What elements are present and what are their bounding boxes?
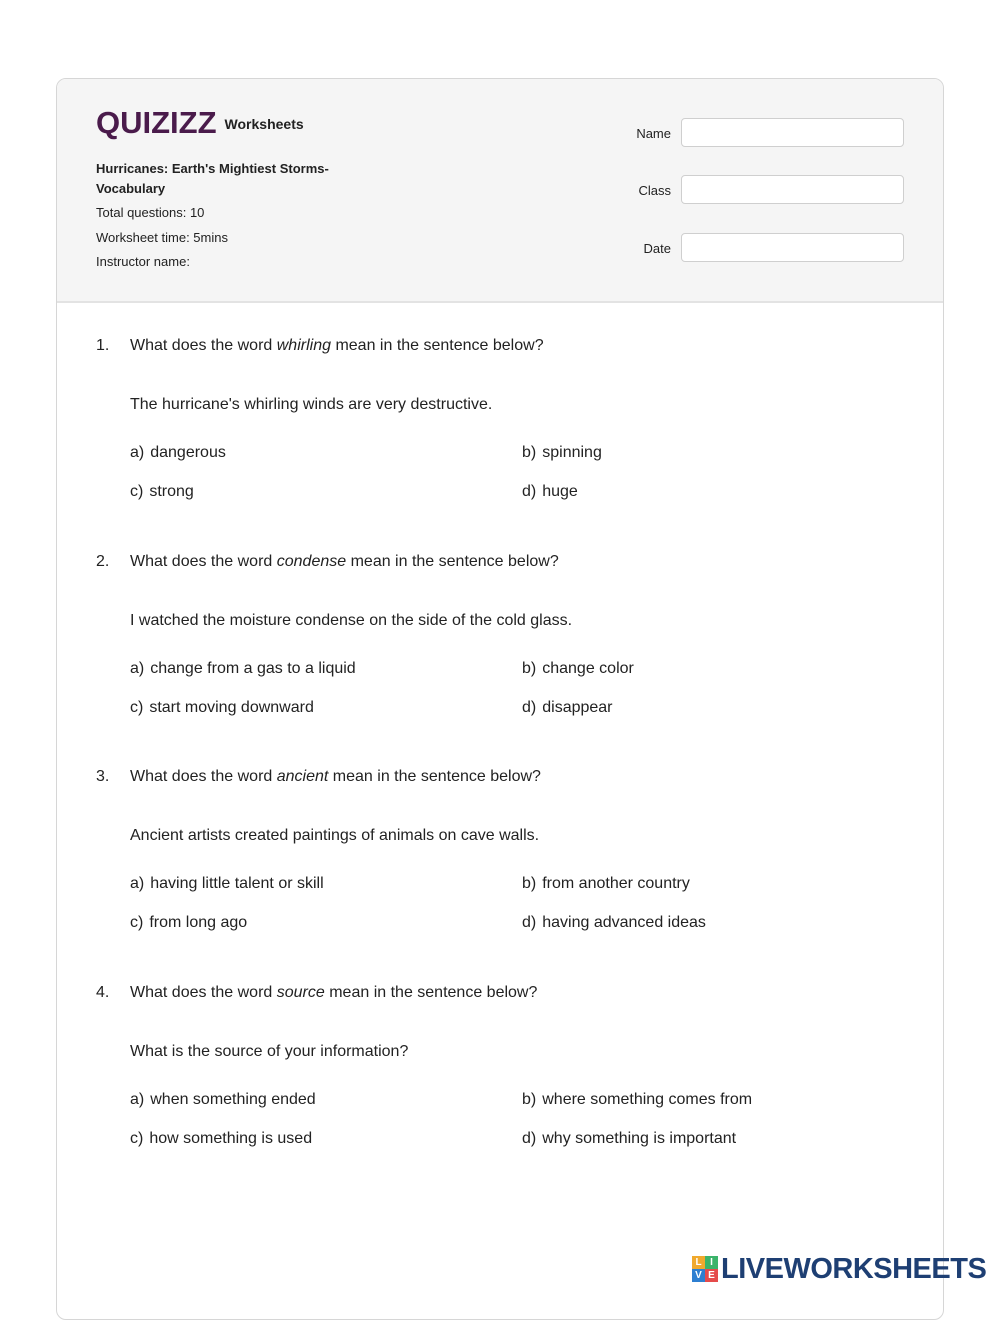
option-d[interactable]: d) why something is important (522, 1130, 737, 1147)
worksheet-header (57, 79, 943, 303)
question-number: 1. (96, 337, 110, 354)
option-b[interactable]: b) where something comes from (522, 1091, 753, 1108)
target-word: ancient (276, 768, 329, 785)
target-word: whirling (276, 337, 331, 354)
target-word: source (276, 984, 325, 1001)
name-field[interactable] (681, 118, 904, 147)
option-b[interactable]: b) from another country (522, 875, 690, 892)
worksheet-page (56, 78, 944, 1320)
total-questions: Total questions: 10 (96, 205, 205, 220)
question-text: What does the word source mean in the sentence below? (130, 984, 538, 1001)
option-a[interactable]: a) dangerous (130, 444, 226, 461)
option-b[interactable]: b) spinning (522, 444, 602, 461)
logo-text: QUIZIZZ (96, 105, 217, 140)
option-c[interactable]: c) how something is used (130, 1130, 313, 1147)
example-sentence: Ancient artists created paintings of animals on cave walls. (130, 827, 540, 844)
option-b[interactable]: b) change color (522, 660, 634, 677)
option-a[interactable]: a) having little talent or skill (130, 875, 324, 892)
option-d[interactable]: d) having advanced ideas (522, 914, 706, 931)
liveworksheets-icon: L I V E (692, 1256, 718, 1282)
option-a[interactable]: a) change from a gas to a liquid (130, 660, 356, 677)
question-number: 3. (96, 768, 110, 785)
option-d[interactable]: d) disappear (522, 699, 613, 716)
question-text: What does the word ancient mean in the sentence below? (130, 768, 541, 785)
logo-subtitle: Worksheets (224, 116, 304, 132)
class-label: Class (638, 183, 671, 198)
worksheet-time: Worksheet time: 5mins (96, 230, 228, 245)
liveworksheets-logo (692, 1253, 986, 1285)
option-c[interactable]: c) from long ago (130, 914, 248, 931)
option-c[interactable]: c) start moving downward (130, 699, 314, 716)
example-sentence: I watched the moisture condense on the side of the cold glass. (130, 612, 573, 629)
instructor-name: Instructor name: (96, 254, 190, 269)
quizizz-logo (96, 105, 304, 141)
question-text: What does the word condense mean in the sentence below? (130, 553, 559, 570)
example-sentence: The hurricane's whirling winds are very destructive. (130, 396, 493, 413)
question-number: 2. (96, 553, 110, 570)
date-field[interactable] (681, 233, 904, 262)
class-field[interactable] (681, 175, 904, 204)
target-word: condense (276, 553, 347, 570)
name-label: Name (636, 126, 671, 141)
date-label: Date (643, 241, 671, 256)
worksheet-title: Hurricanes: Earth's Mightiest Storms- Vocabulary (96, 161, 329, 196)
example-sentence: What is the source of your information? (130, 1043, 409, 1060)
option-d[interactable]: d) huge (522, 483, 578, 500)
option-c[interactable]: c) strong (130, 483, 194, 500)
liveworksheets-brand: LIVEWORKSHEETS (721, 1252, 987, 1285)
option-a[interactable]: a) when something ended (130, 1091, 316, 1108)
question-number: 4. (96, 984, 110, 1001)
question-text: What does the word whirling mean in the sentence below? (130, 337, 544, 354)
